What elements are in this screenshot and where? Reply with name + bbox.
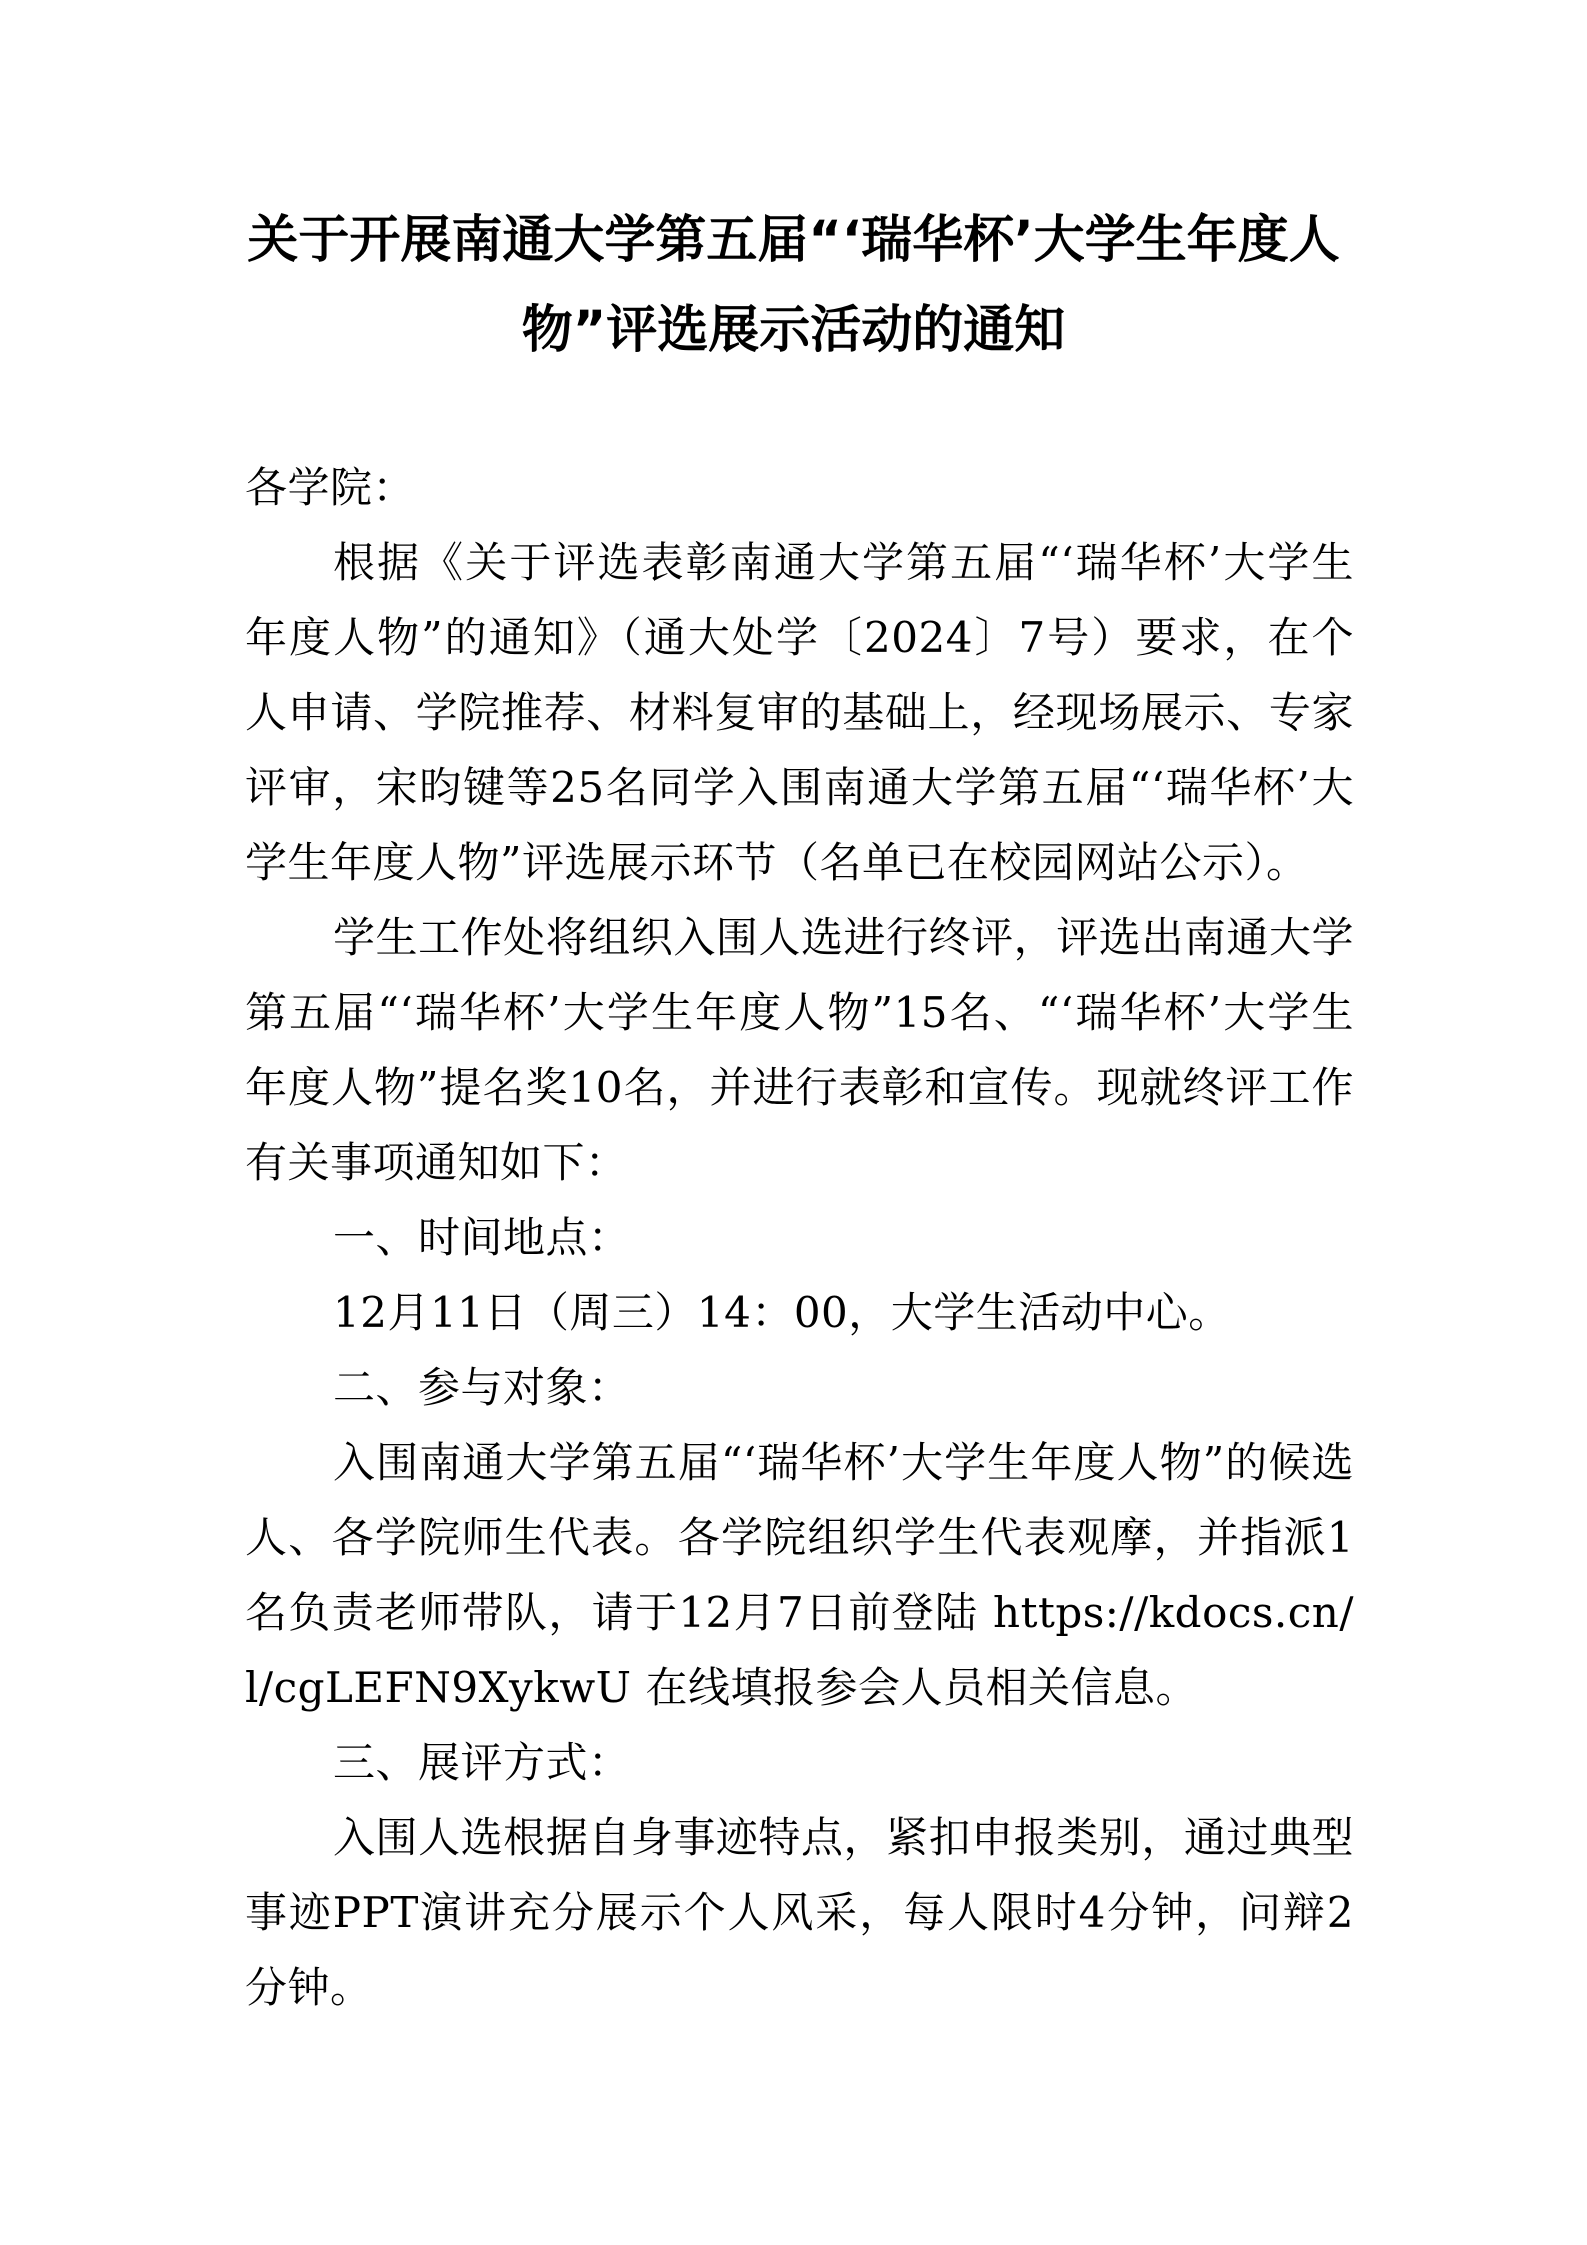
section-format-text: 入围人选根据自身事迹特点，紧扣申报类别，通过典型事迹PPT演讲充分展示个人风采，每人限时4分钟，问辩2分钟。 [245,1813,1354,2012]
paragraph-final-review: 学生工作处将组织入围人选进行终评，评选出南通大学第五届“‘瑞华杯’大学生年度人物”15名、“‘瑞华杯’大学生年度人物”提名奖10名，并进行表彰和宣传。现就终评工作有关事项通知如下： [245,913,1354,1187]
section-time-place-heading: 一、时间地点： [333,1213,631,1262]
section-participants-text [245,1425,1354,1725]
paragraph-basis: 根据《关于评选表彰南通大学第五届“‘瑞华杯’大学生年度人物”的通知》（通大处学〔2024〕7号）要求，在个人申请、学院推荐、材料复审的基础上，经现场展示、专家评审，宋昀键等25名同学入围南通大学第五届“‘瑞华杯’大学生年度人物”评选展示环节（名单已在校园网站公示）。 [245,538,1354,887]
section-time-place-text: 12月11日（周三）14：00，大学生活动中心。 [333,1288,1231,1337]
participants-text-before-url: 入围南通大学第五届“‘瑞华杯’大学生年度人物”的候选人、各学院师生代表。各学院组织学生代表观摩，并指派1名负责老师带队，请于12月7日前登陆 [245,1438,1354,1637]
salutation: 各学院： [245,463,416,512]
section-format-heading: 三、展评方式： [333,1738,631,1787]
section-participants-heading: 二、参与对象： [333,1363,631,1412]
document-body [245,450,1354,2025]
registration-url: https://kdocs.cn/l/cgLEFN9XykwU [245,1588,1354,1712]
participants-text-after-url: 在线填报参会人员相关信息。 [645,1663,1198,1712]
document-title: 关于开展南通大学第五届“‘瑞华杯’大学生年度人物”评选展示活动的通知 [247,211,1340,360]
